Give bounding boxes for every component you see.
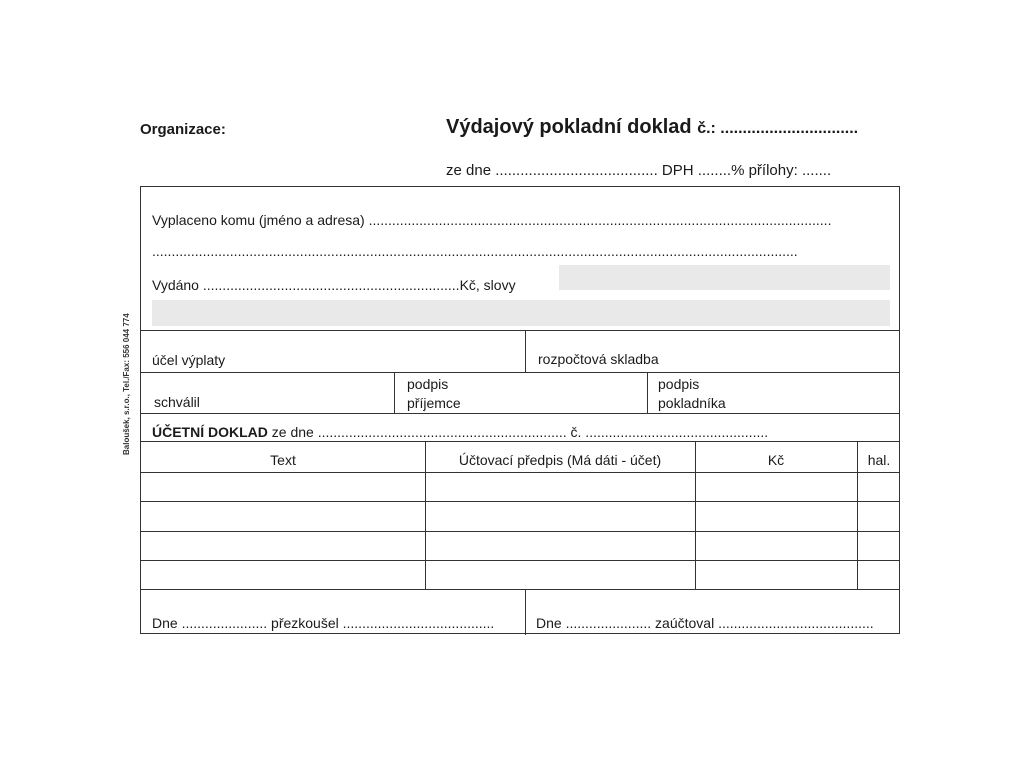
- amount-in-words-box-2[interactable]: [152, 300, 890, 326]
- reviewed-by-field[interactable]: Dne ...................... přezkoušel .......................................: [152, 615, 495, 631]
- date-vat-attachments-line[interactable]: ze dne ....................................... DPH ........% přílohy: .......: [446, 162, 832, 179]
- expense-voucher-form: [140, 186, 900, 634]
- printer-imprint: Baloušek, s.r.o., Tel./Fax: 556 044 774: [122, 313, 131, 455]
- divider: [647, 372, 648, 413]
- divider: [394, 372, 395, 413]
- column-header-czk: Kč: [767, 452, 785, 468]
- column-header-hal: hal.: [867, 452, 891, 468]
- amount-in-words-box[interactable]: [559, 265, 890, 290]
- organization-label: Organizace:: [140, 121, 226, 138]
- divider: [141, 413, 899, 414]
- document-number-field[interactable]: č.: ...............................: [697, 120, 859, 137]
- divider: [525, 330, 526, 372]
- approved-label: schválil: [154, 394, 200, 410]
- cashier-signature-label: podpis: [658, 376, 700, 392]
- posted-by-field[interactable]: Dne ...................... zaúčtoval ........................................: [536, 615, 874, 631]
- address-line-field[interactable]: ......................................................................................................................................................................: [152, 243, 798, 259]
- recipient-signature-label: podpis: [407, 376, 449, 392]
- table-row[interactable]: [141, 531, 899, 532]
- divider: [141, 372, 899, 373]
- title-text: Výdajový pokladní doklad: [446, 116, 692, 138]
- accounting-doc-label: ÚČETNÍ DOKLAD: [152, 424, 268, 440]
- paid-to-field[interactable]: Vyplaceno komu (jméno a adresa) .......................................................................................................................: [152, 212, 832, 228]
- accounting-doc-fields[interactable]: ze dne ................................................................ č. ...............................................: [267, 424, 769, 440]
- table-row[interactable]: [141, 501, 899, 502]
- column-header-text: Text: [270, 452, 296, 468]
- amount-issued-field[interactable]: Vydáno ..................................................................Kč, slovy: [152, 277, 516, 293]
- budget-label: rozpočtová skladba: [538, 351, 659, 367]
- column-header-posting: Účtovací předpis (Má dáti - účet): [458, 452, 662, 468]
- document-title: [446, 116, 858, 139]
- table-row[interactable]: [141, 472, 899, 473]
- table-bottom-border: [141, 589, 899, 590]
- divider: [525, 589, 526, 635]
- divider: [141, 330, 899, 331]
- cashier-signature-label-2: pokladníka: [658, 395, 726, 411]
- purpose-label: účel výplaty: [152, 352, 226, 368]
- table-top-border: [141, 441, 899, 442]
- table-row[interactable]: [141, 560, 899, 561]
- accounting-doc-line[interactable]: [152, 424, 768, 440]
- recipient-signature-label-2: příjemce: [407, 395, 461, 411]
